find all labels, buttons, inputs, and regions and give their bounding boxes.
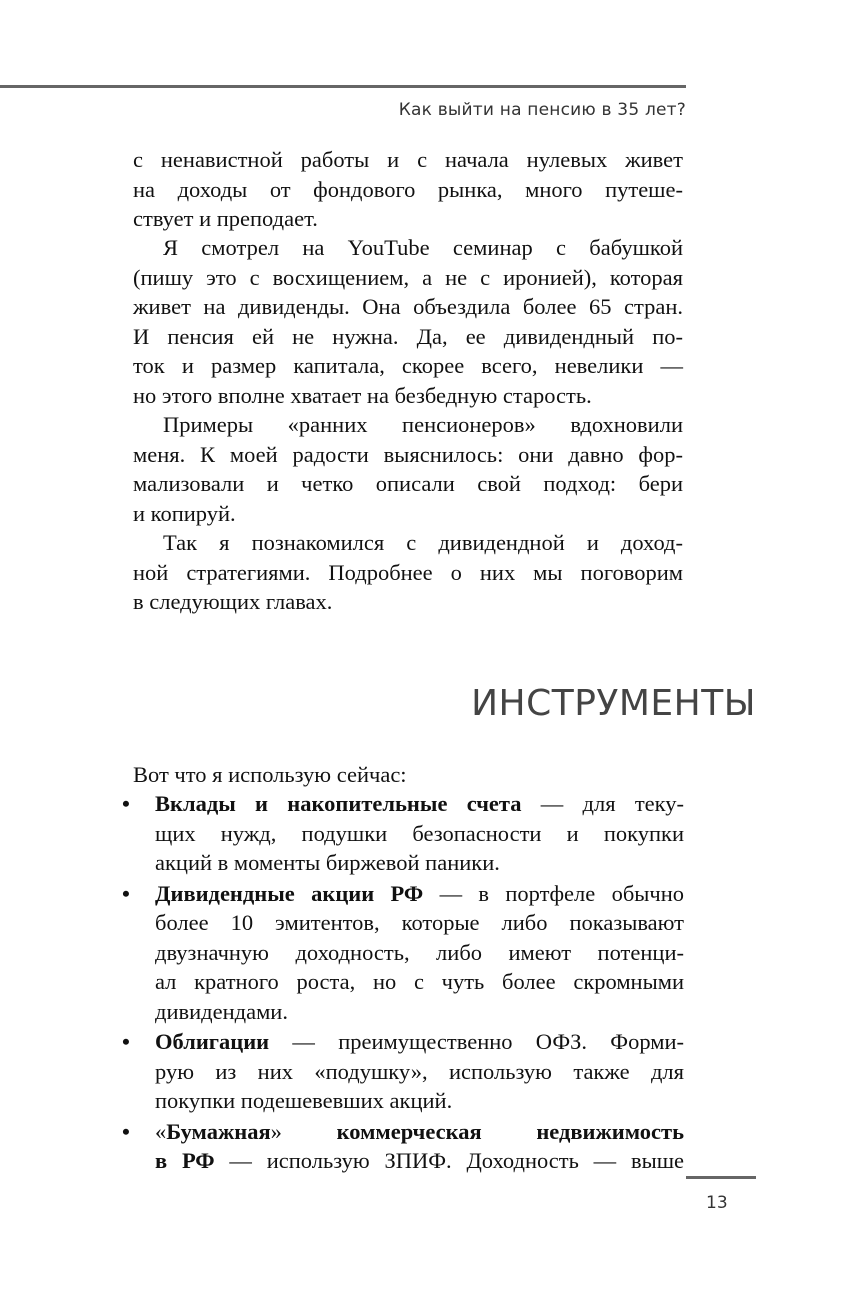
list-item-real-estate xyxy=(122,1117,684,1176)
item-text: — использую ЗПИФ. Доходность — выше xyxy=(214,1148,685,1173)
text-line xyxy=(155,1146,684,1176)
running-title: Как выйти на пенсию в 35 лет? xyxy=(398,100,686,120)
paragraph-3 xyxy=(133,410,683,528)
text-line: щих нужд, подушки безопасности и покупки xyxy=(155,820,684,846)
text-line: дивидендами. xyxy=(155,998,288,1024)
footer-rule xyxy=(686,1176,756,1179)
page-number: 13 xyxy=(706,1193,728,1213)
paragraph-2 xyxy=(133,233,683,410)
text-line: акций в моменты биржевой паники. xyxy=(155,850,500,875)
text-line: двузначную доходность, либо имеют потенци- xyxy=(155,939,684,965)
item-term: Дивидендные акции РФ xyxy=(155,880,424,906)
list-item-dividend-stocks xyxy=(122,879,684,1027)
item-term: Вклады и накопительные счета xyxy=(155,791,522,816)
text-line: ствует и преподает. xyxy=(133,206,318,231)
text-line: ной стратегиями. Подробнее о них мы поговорим xyxy=(133,559,683,585)
item-term-continued: коммерческая недвижимость xyxy=(336,1118,684,1144)
item-text: — для теку- xyxy=(521,791,685,816)
text-line: в следующих главах. xyxy=(133,589,333,614)
text-line: и копируй. xyxy=(133,500,236,526)
text-line: с ненавистной работы и с начала нулевых живет xyxy=(133,147,683,172)
text-line: покупки подешевевших акций. xyxy=(155,1088,453,1113)
text-line: мализовали и четко описали свой подход: бери xyxy=(133,471,683,496)
item-term-end: в РФ xyxy=(155,1148,215,1173)
bullet-icon: • xyxy=(122,880,130,906)
bullet-icon: • xyxy=(122,1118,130,1144)
text-line xyxy=(155,1117,684,1147)
quote-open: « xyxy=(155,1118,167,1144)
quote-close: » xyxy=(270,1118,337,1144)
text-line xyxy=(155,879,684,909)
text-line: но этого вполне хватает на безбедную старость. xyxy=(133,382,592,408)
text-line: ток и размер капитала, скорее всего, невелики — xyxy=(133,353,683,378)
item-text: — преимущественно ОФЗ. Форми- xyxy=(269,1029,684,1054)
text-line: на доходы от фондового рынка, много путеше- xyxy=(133,176,683,202)
bullet-icon: • xyxy=(122,1029,130,1054)
item-term: Бумажная xyxy=(166,1118,271,1144)
text-line: (пишу это с восхищением, а не с иронией), которая xyxy=(133,264,683,290)
text-line: ал кратного роста, но с чуть более скромными xyxy=(155,969,684,994)
text-line: более 10 эмитентов, которые либо показывают xyxy=(155,910,684,935)
text-line: Примеры «ранних пенсионеров» вдохновили xyxy=(163,412,683,437)
instruments-list xyxy=(122,789,684,1177)
text-line xyxy=(155,789,684,819)
item-term: Облигации xyxy=(155,1029,270,1054)
paragraph-4 xyxy=(133,528,683,617)
item-text: — в портфеле обычно xyxy=(423,880,684,906)
text-line: живет на дивиденды. Она объездила более 65 стран. xyxy=(133,294,683,319)
bullet-icon: • xyxy=(122,791,130,816)
text-line: Так я познакомился с дивидендной и доход- xyxy=(163,530,683,555)
header-rule xyxy=(0,85,686,88)
list-item-deposits xyxy=(122,789,684,878)
text-line: меня. К моей радости выяснилось: они давно фор- xyxy=(133,441,683,467)
text-line: рую из них «подушку», использую также для xyxy=(155,1058,684,1084)
section-heading: ИНСТРУМЕНТЫ xyxy=(471,683,756,724)
text-line: Я смотрел на YouTube семинар с бабушкой xyxy=(163,235,683,260)
text-line xyxy=(155,1027,684,1057)
list-item-bonds xyxy=(122,1027,684,1116)
text-line: И пенсия ей не нужна. Да, ее дивидендный по- xyxy=(133,323,683,349)
list-intro: Вот что я использую сейчас: xyxy=(133,762,407,787)
paragraph-1 xyxy=(133,145,683,234)
